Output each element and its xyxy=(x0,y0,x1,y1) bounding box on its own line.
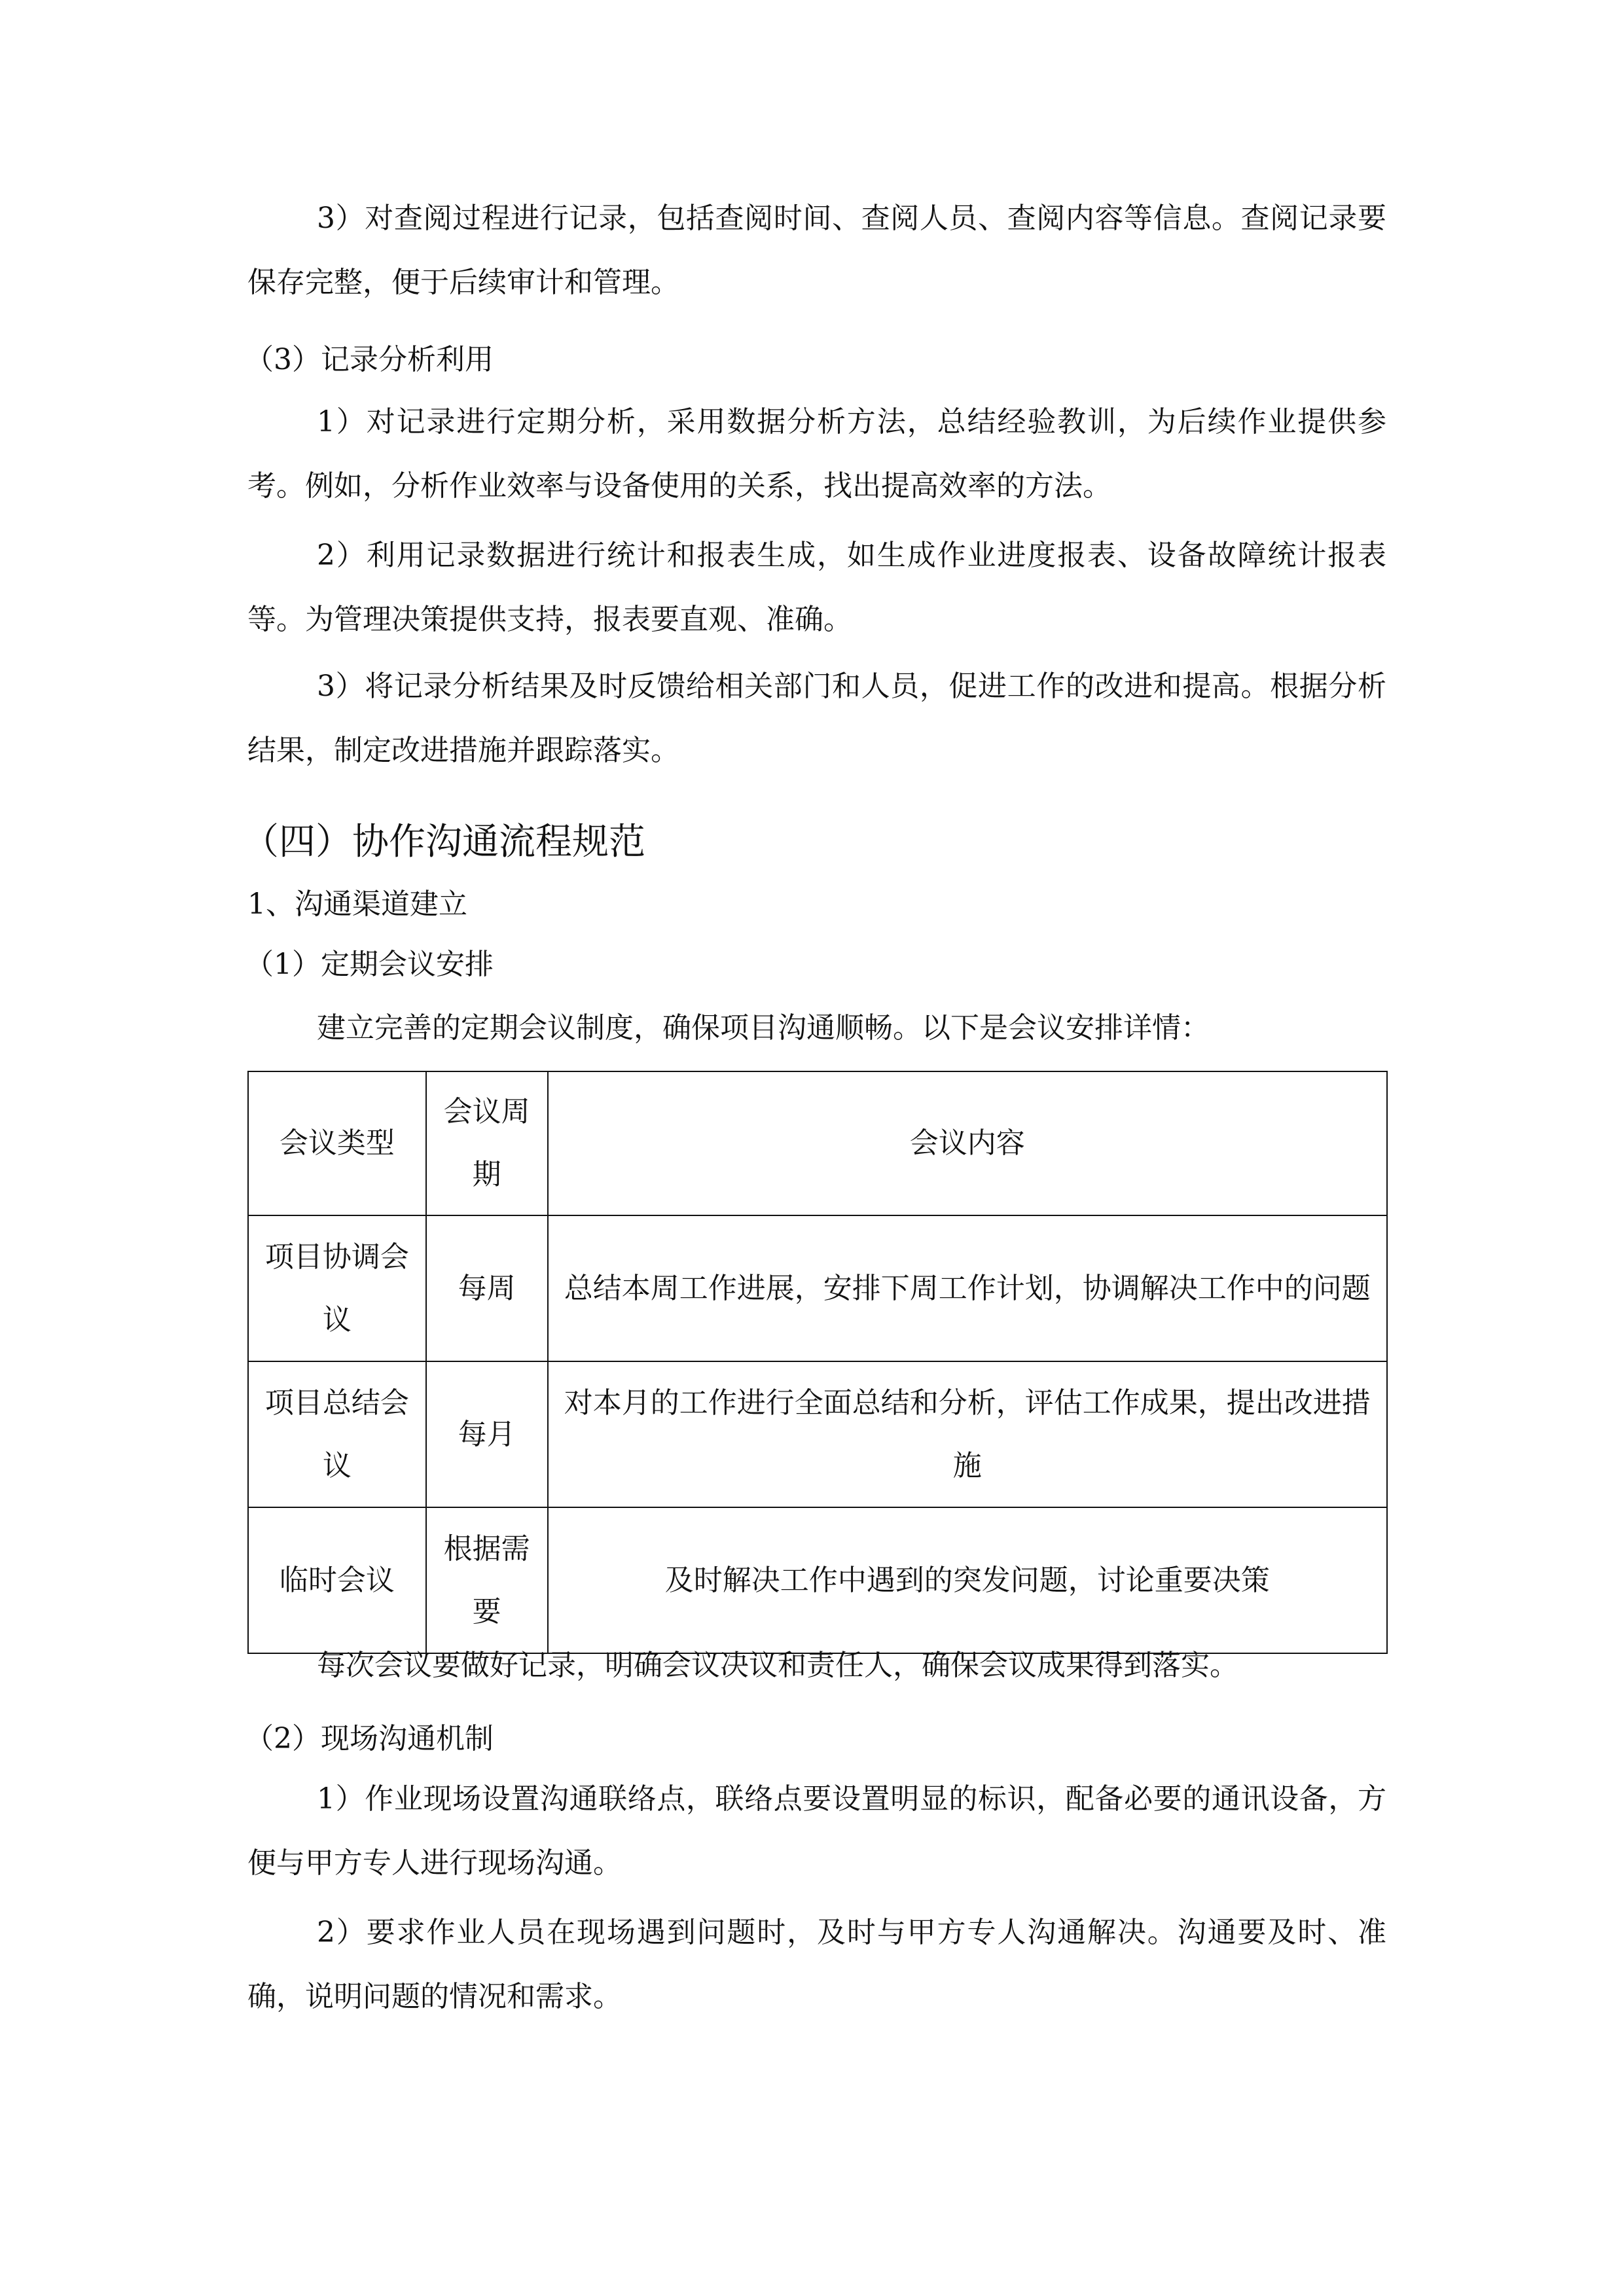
chapter-subtitle: 1、沟通渠道建立 xyxy=(247,888,467,921)
section-heading-meetings: （1）定期会议安排 xyxy=(245,948,494,981)
section-heading-onsite: （2）现场沟通机制 xyxy=(245,1722,494,1755)
table-row xyxy=(248,1215,1387,1361)
meetings-intro: 建立完善的定期会议制度，确保项目沟通顺畅。以下是会议安排详情： xyxy=(317,1011,1210,1045)
meetings-after-note: 每次会议要做好记录，明确会议决议和责任人，确保会议成果得到落实。 xyxy=(317,1649,1238,1682)
cell-meeting-content: 对本月的工作进行全面总结和分析，评估工作成果，提出改进措施 xyxy=(548,1361,1387,1507)
paragraph-record-access-3: 3）对查阅过程进行记录，包括查阅时间、查阅人员、查阅内容等信息。查阅记录要保存完整，便于后续审计和管理。 xyxy=(247,202,1386,299)
header-meeting-type: 会议类型 xyxy=(248,1071,426,1215)
cell-meeting-content: 及时解决工作中遇到的突发问题，讨论重要决策 xyxy=(548,1507,1387,1653)
meeting-schedule-table xyxy=(247,1071,1388,1654)
cell-meeting-type: 项目总结会议 xyxy=(248,1361,426,1507)
cell-meeting-cycle: 每月 xyxy=(426,1361,548,1507)
header-meeting-content: 会议内容 xyxy=(548,1071,1387,1215)
paragraph-onsite-2: 2）要求作业人员在现场遇到问题时，及时与甲方专人沟通解决。沟通要及时、准确，说明问题的情况和需求。 xyxy=(247,1916,1386,2013)
cell-meeting-content: 总结本周工作进展，安排下周工作计划，协调解决工作中的问题 xyxy=(548,1215,1387,1361)
cell-meeting-type: 项目协调会议 xyxy=(248,1215,426,1361)
chapter-heading: （四）协作沟通流程规范 xyxy=(242,821,645,863)
table-row xyxy=(248,1507,1387,1653)
paragraph-analysis-1: 1）对记录进行定期分析，采用数据分析方法，总结经验教训，为后续作业提供参考。例如，分析作业效率与设备使用的关系，找出提高效率的方法。 xyxy=(247,405,1386,503)
cell-meeting-cycle: 根据需要 xyxy=(426,1507,548,1653)
cell-meeting-cycle: 每周 xyxy=(426,1215,548,1361)
document-page xyxy=(242,0,1386,2296)
cell-meeting-type: 临时会议 xyxy=(248,1507,426,1653)
paragraph-analysis-3: 3）将记录分析结果及时反馈给相关部门和人员，促进工作的改进和提高。根据分析结果，制定改进措施并跟踪落实。 xyxy=(247,670,1386,767)
section-heading-record-analysis: （3）记录分析利用 xyxy=(245,343,494,376)
paragraph-onsite-1: 1）作业现场设置沟通联络点，联络点要设置明显的标识，配备必要的通讯设备，方便与甲方专人进行现场沟通。 xyxy=(247,1782,1386,1880)
paragraph-analysis-2: 2）利用记录数据进行统计和报表生成，如生成作业进度报表、设备故障统计报表等。为管理决策提供支持，报表要直观、准确。 xyxy=(247,539,1386,636)
table-row xyxy=(248,1361,1387,1507)
table-header-row xyxy=(248,1071,1387,1215)
header-meeting-cycle: 会议周期 xyxy=(426,1071,548,1215)
